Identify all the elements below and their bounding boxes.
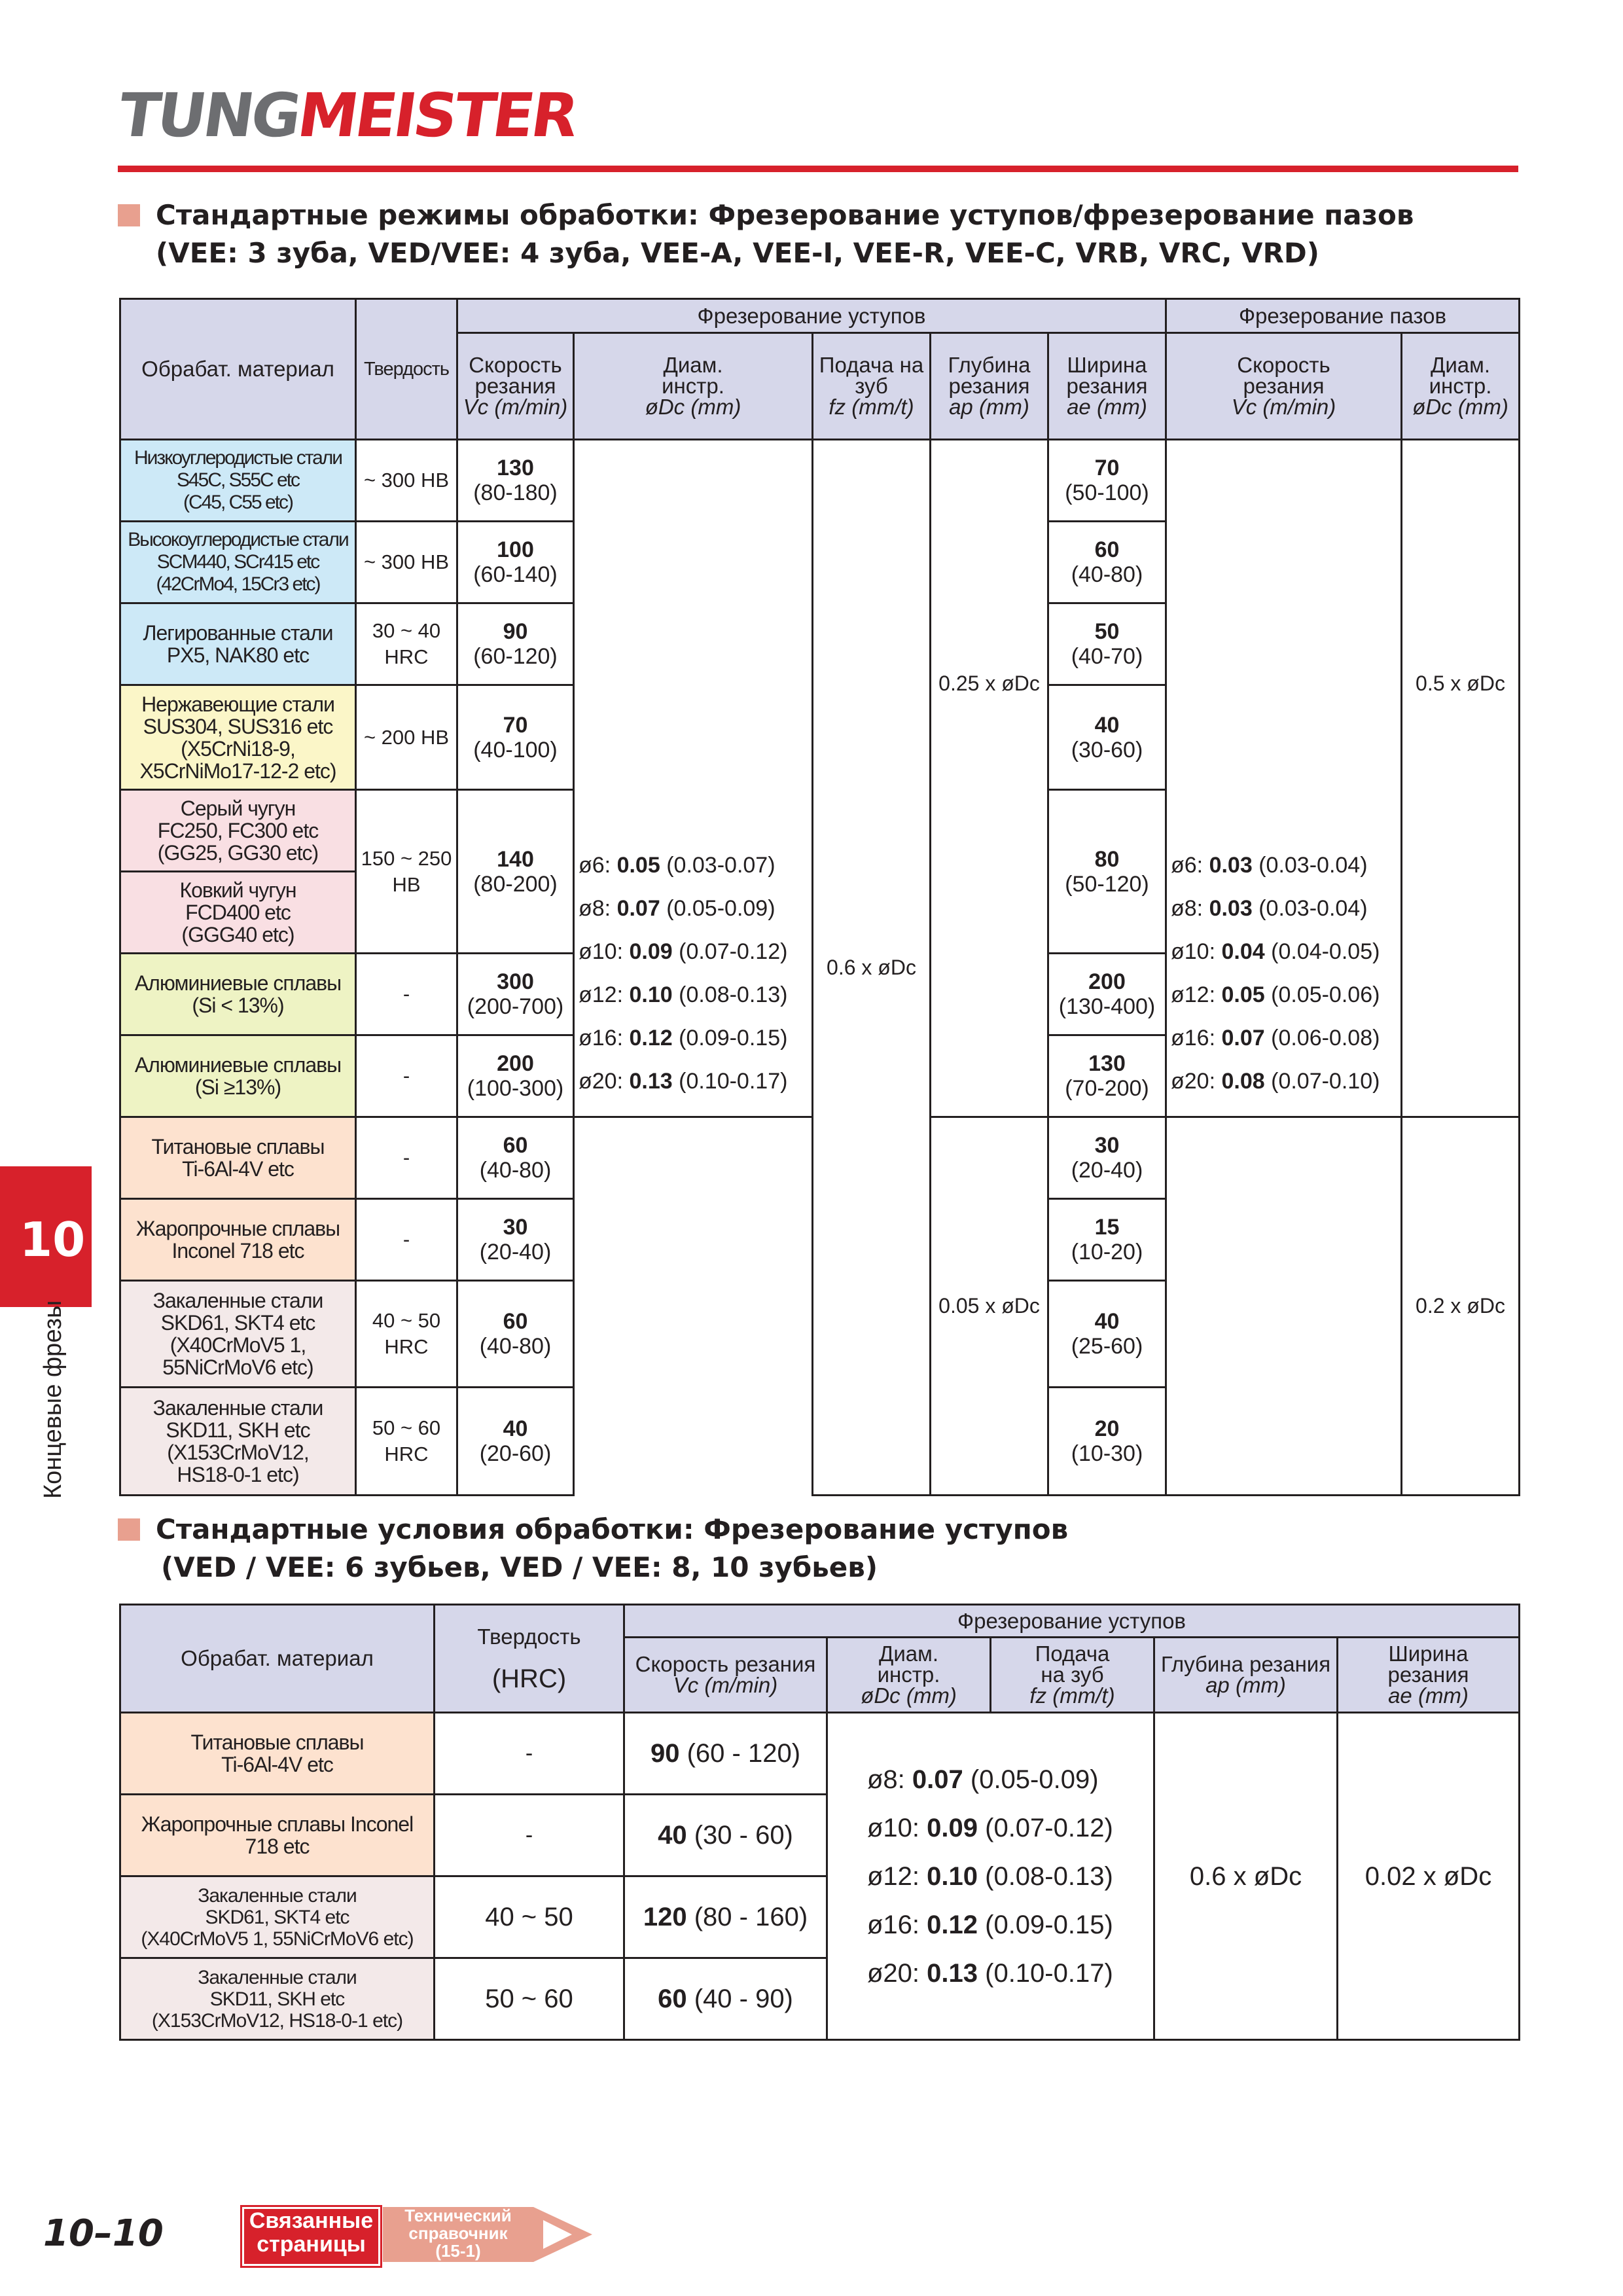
slot-speed-cell: 130 (70-200): [1048, 1035, 1166, 1117]
material-cell: Закаленные стали SKD11, SKH etc (X153CrMoV12, HS18-0-1 etc): [120, 1958, 435, 2040]
depth-cell: 0.6 x øDc: [813, 440, 931, 1496]
speed-cell: 30 (20-40): [457, 1199, 574, 1281]
slot-feed-empty-cell: [1166, 1117, 1402, 1496]
hardness-cell: ~ 300 HB: [356, 522, 457, 603]
slot-speed-cell: 80 (50-120): [1048, 790, 1166, 954]
header-width: Ширина резания ae (mm): [1048, 333, 1166, 440]
feed-by-diameter-cell: [827, 1713, 1154, 2040]
material-cell: Титановые сплавы Ti-6Al-4V etc: [120, 1117, 356, 1199]
chapter-number: 10: [20, 1212, 86, 1267]
slot-speed-cell: 15 (10-20): [1048, 1199, 1166, 1281]
width-cell-1: 0.25 x øDc: [931, 440, 1048, 1117]
speed-cell: 300 (200-700): [457, 954, 574, 1035]
hardness-cell: 50 ~ 60 HRC: [356, 1388, 457, 1496]
feed-empty-cell: [574, 1117, 813, 1496]
feed-line: ø12: 0.10 (0.08-0.13): [867, 1861, 1113, 1891]
material-cell: Серый чугун FC250, FC300 etc (GG25, GG30 etc): [120, 790, 356, 872]
header-shoulder-milling: Фрезерование уступов: [624, 1605, 1520, 1638]
slot-depth-cell-2: 0.2 x øDc: [1402, 1117, 1520, 1496]
feed-line: ø16: 0.12 (0.09-0.15): [867, 1910, 1113, 1939]
depth-cell: 0.6 x øDc: [1154, 1713, 1338, 2040]
speed-cell: 100 (60-140): [457, 522, 574, 603]
speed-cell: 200 (100-300): [457, 1035, 574, 1117]
header-divider: [118, 166, 1518, 172]
speed-cell: 90 (60 - 120): [624, 1713, 827, 1795]
header-feed: Подача на зуб fz (mm/t): [991, 1638, 1154, 1713]
speed-cell: 40 (30 - 60): [624, 1795, 827, 1876]
hardness-cell: -: [356, 1035, 457, 1117]
feed-line: ø8: 0.07 (0.05-0.09): [867, 1765, 1099, 1794]
hardness-cell: 40 ~ 50: [435, 1876, 624, 1958]
slot-depth-cell-1: 0.5 x øDc: [1402, 440, 1520, 1117]
feed-line: ø12: 0.10 (0.08-0.13): [579, 982, 788, 1007]
speed-cell: 90 (60-120): [457, 603, 574, 685]
slot-speed-cell: 20 (10-30): [1048, 1388, 1166, 1496]
header-material: Обрабат. материал: [120, 1605, 435, 1713]
technical-reference-link[interactable]: Технический справочник (15-1): [383, 2207, 533, 2262]
feed-line: ø20: 0.13 (0.10-0.17): [579, 1069, 788, 1094]
feed-line: ø16: 0.12 (0.09-0.15): [579, 1026, 788, 1050]
material-cell: Жаропрочные сплавы Inconel 718 etc: [120, 1795, 435, 1876]
slot-speed-cell: 50 (40-70): [1048, 603, 1166, 685]
brand-part2: MEISTER: [293, 81, 580, 151]
header-depth: Глубина резания ap (mm): [931, 333, 1048, 440]
speed-cell: 40 (20-60): [457, 1388, 574, 1496]
feed-by-diameter-cell: [574, 440, 813, 1117]
page-number: 10–10: [43, 2212, 164, 2255]
hardness-cell: -: [356, 1117, 457, 1199]
feed-line: ø6: 0.05 (0.03-0.07): [579, 853, 776, 878]
slot-speed-cell: 40 (30-60): [1048, 685, 1166, 790]
feed-line: ø20: 0.13 (0.10-0.17): [867, 1958, 1113, 1988]
hardness-cell: ~ 200 HB: [356, 685, 457, 790]
material-cell: Алюминиевые сплавы (Si < 13%): [120, 954, 356, 1035]
slot-speed-cell: 30 (20-40): [1048, 1117, 1166, 1199]
header-depth: Глубина резания ap (mm): [1154, 1638, 1338, 1713]
material-cell: Закаленные стали SKD61, SKT4 etc (X40CrMoV5 1, 55NiCrMoV6 etc): [120, 1876, 435, 1958]
material-cell: Легированные стали PX5, NAK80 etc: [120, 603, 356, 685]
section1-title-line2: (VEE: 3 зуба, VED/VEE: 4 зуба, VEE-A, VEE-I, VEE-R, VEE-C, VRB, VRC, VRD): [156, 237, 1319, 269]
speed-cell: 130 (80-180): [457, 440, 574, 522]
speed-cell: 60 (40-80): [457, 1117, 574, 1199]
header-slot-milling: Фрезерование пазов: [1166, 299, 1520, 333]
header-hardness: Твердость (HRC): [435, 1605, 624, 1713]
slot-speed-cell: 40 (25-60): [1048, 1281, 1166, 1388]
section2-title-line2: (VED / VEE: 6 зубьев, VED / VEE: 8, 10 зубьев): [161, 1551, 878, 1583]
slot-speed-cell: 200 (130-400): [1048, 954, 1166, 1035]
material-cell: Низкоуглеродистые стали S45C, S55C etc (C45, C55 etc): [120, 440, 356, 522]
speed-cell: 60 (40-80): [457, 1281, 574, 1388]
hardness-cell: ~ 300 HB: [356, 440, 457, 522]
header-diameter: Диам. инстр. øDc (mm): [827, 1638, 991, 1713]
slot-feed-line: ø6: 0.03 (0.03-0.04): [1171, 853, 1368, 878]
cutting-conditions-table-1: [119, 298, 1520, 1496]
feed-line: ø8: 0.07 (0.05-0.09): [579, 896, 776, 921]
header-feed: Подача на зуб fz (mm/t): [813, 333, 931, 440]
feed-line: ø10: 0.09 (0.07-0.12): [579, 939, 788, 964]
hardness-cell: -: [435, 1713, 624, 1795]
chapter-tab[interactable]: [0, 1166, 92, 1307]
speed-cell: 60 (40 - 90): [624, 1958, 827, 2040]
feed-line: ø10: 0.09 (0.07-0.12): [867, 1813, 1113, 1842]
speed-cell: 140 (80-200): [457, 790, 574, 954]
slot-speed-cell: 60 (40-80): [1048, 522, 1166, 603]
material-cell: Ковкий чугун FCD400 etc (GGG40 etc): [120, 872, 356, 954]
slot-speed-cell: 70 (50-100): [1048, 440, 1166, 522]
slot-feed-line: ø12: 0.05 (0.05-0.06): [1171, 982, 1380, 1007]
hardness-cell: -: [356, 954, 457, 1035]
cutting-conditions-table-2: [119, 1604, 1520, 2041]
hardness-cell: 150 ~ 250 HB: [356, 790, 457, 954]
material-cell: Высокоуглеродистые стали SCM440, SCr415 etc (42CrMo4, 15Cr3 etc): [120, 522, 356, 603]
width-cell-2: 0.05 x øDc: [931, 1117, 1048, 1496]
speed-cell: 120 (80 - 160): [624, 1876, 827, 1958]
material-cell: Алюминиевые сплавы (Si ≥13%): [120, 1035, 356, 1117]
hardness-cell: -: [356, 1199, 457, 1281]
material-cell: Титановые сплавы Ti-6Al-4V etc: [120, 1713, 435, 1795]
hardness-cell: 30 ~ 40 HRC: [356, 603, 457, 685]
header-diameter: Диам. инстр. øDc (mm): [574, 333, 813, 440]
header-slot-diameter: Диам. инстр. øDc (mm): [1402, 333, 1520, 440]
slot-feed-line: ø8: 0.03 (0.03-0.04): [1171, 896, 1368, 921]
header-material: Обрабат. материал: [120, 299, 356, 440]
width-cell: 0.02 x øDc: [1338, 1713, 1520, 2040]
slot-feed-line: ø20: 0.08 (0.07-0.10): [1171, 1069, 1380, 1094]
material-cell: Закаленные стали SKD61, SKT4 etc (X40CrMoV5 1, 55NiCrMoV6 etc): [120, 1281, 356, 1388]
header-slot-speed: Скорость резания Vc (m/min): [1166, 333, 1402, 440]
chapter-label: Концевые фрезы: [39, 1300, 67, 1499]
header-hardness: Твердость: [356, 299, 457, 440]
material-cell: Нержавеющие стали SUS304, SUS316 etc (X5CrNi18-9, X5CrNiMo17-12-2 etc): [120, 685, 356, 790]
slot-feed-line: ø10: 0.04 (0.04-0.05): [1171, 939, 1380, 964]
hardness-cell: 50 ~ 60: [435, 1958, 624, 2040]
header-shoulder-milling: Фрезерование уступов: [457, 299, 1166, 333]
speed-cell: 70 (40-100): [457, 685, 574, 790]
section2-title-line1: Стандартные условия обработки: Фрезерование уступов: [156, 1513, 1069, 1545]
section-square-icon: [118, 204, 140, 226]
section1-title-line1: Стандартные режимы обработки: Фрезерование уступов/фрезерование пазов: [156, 199, 1414, 231]
hardness-cell: 40 ~ 50 HRC: [356, 1281, 457, 1388]
header-speed: Скорость резания Vc (m/min): [457, 333, 574, 440]
brand-part1: TUNG: [114, 81, 304, 151]
hardness-cell: -: [435, 1795, 624, 1876]
material-cell: Закаленные стали SKD11, SKH etc (X153CrMoV12, HS18-0-1 etc): [120, 1388, 356, 1496]
arrow-inner-icon: [543, 2220, 572, 2249]
related-pages-button[interactable]: Связанные страницы: [242, 2207, 380, 2266]
header-speed: Скорость резания Vc (m/min): [624, 1638, 827, 1713]
section-square-icon: [118, 1518, 140, 1541]
slot-feed-line: ø16: 0.07 (0.06-0.08): [1171, 1026, 1380, 1050]
header-width: Ширина резания ae (mm): [1338, 1638, 1520, 1713]
material-cell: Жаропрочные сплавы Inconel 718 etc: [120, 1199, 356, 1281]
slot-feed-by-diameter-cell: [1166, 440, 1402, 1117]
brand-logo: [114, 81, 580, 151]
